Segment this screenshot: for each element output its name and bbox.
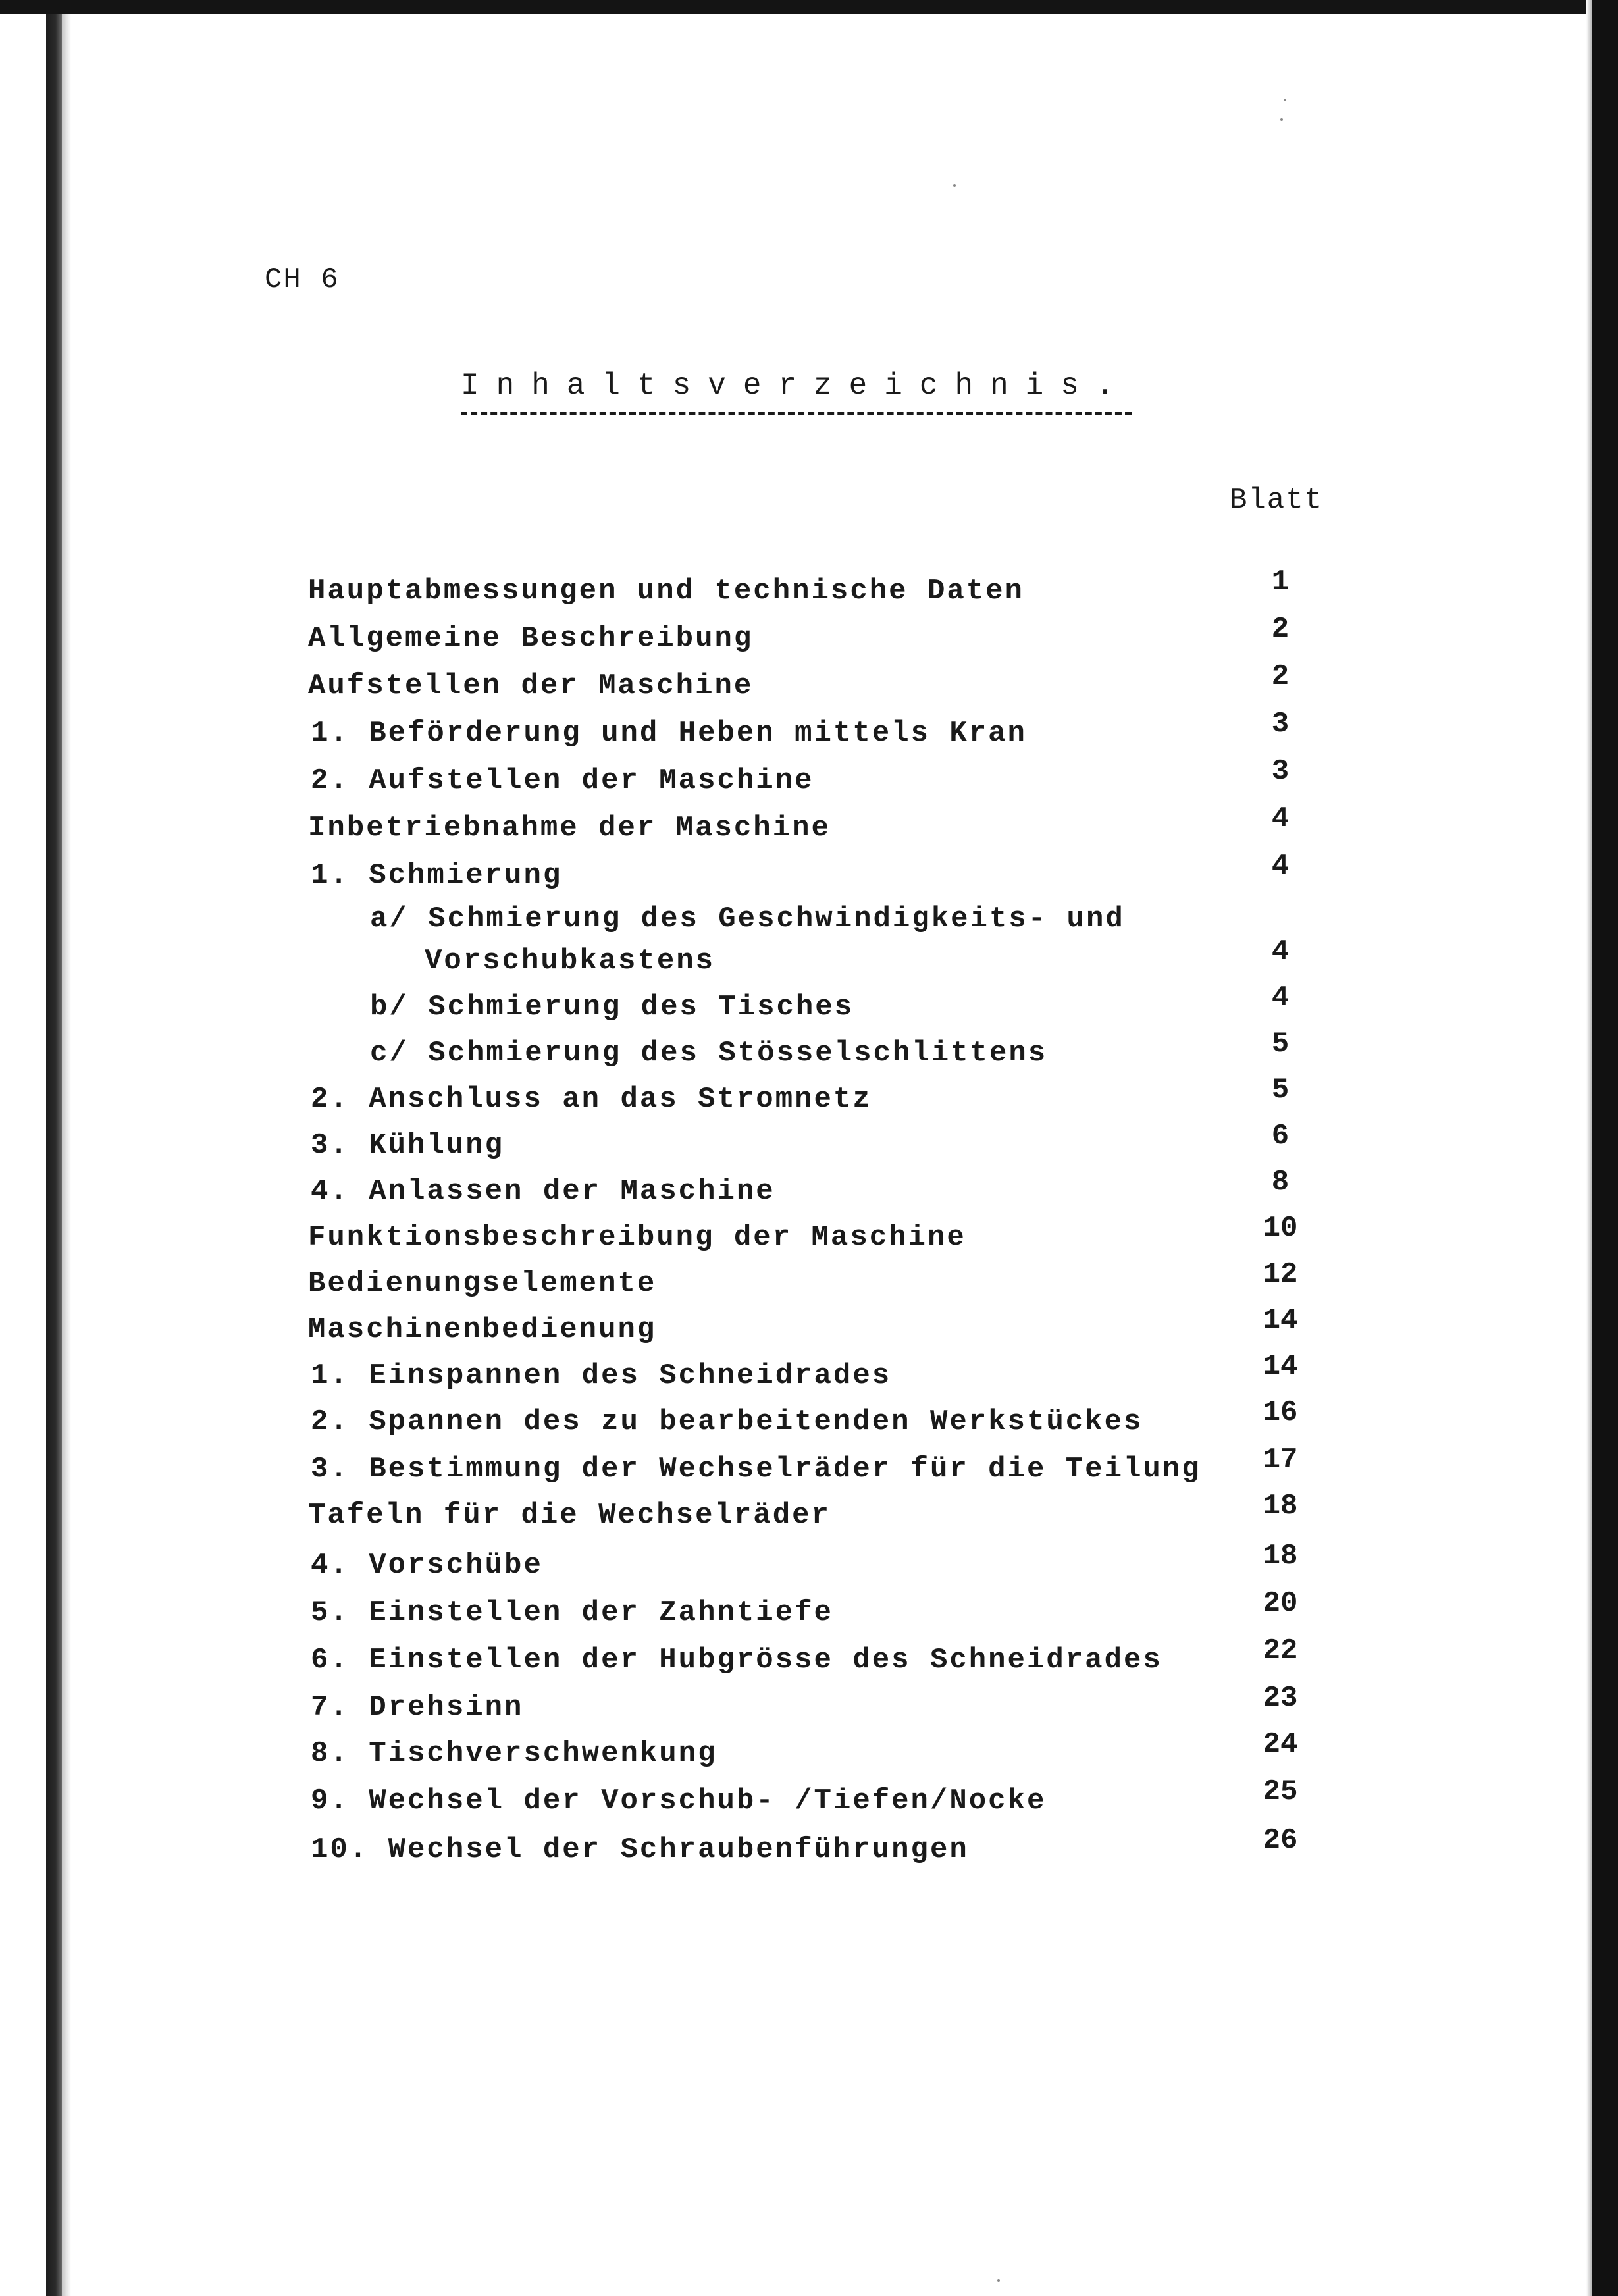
toc-entry [0,1682,1618,1735]
scan-border-top [0,0,1618,14]
toc-entry-title: 2. Anschluss an das Stromnetz [311,1083,872,1116]
toc-entry [0,981,1618,1035]
toc-entry-page: 12 [1263,1258,1298,1291]
toc-entry-page: 26 [1263,1824,1298,1857]
toc-entry-page: 24 [1263,1728,1298,1761]
toc-entry-title: 8. Tischverschwenkung [311,1737,718,1770]
toc-entry [0,1074,1618,1127]
toc-entry-title: Tafeln für die Wechselräder [308,1499,831,1532]
toc-entry-page: 17 [1263,1444,1298,1476]
toc-entry-title: Allgemeine Beschreibung [308,622,754,655]
toc-entry-title: Hauptabmessungen und technische Daten [308,575,1024,608]
toc-entry-title: 3. Kühlung [311,1129,505,1162]
toc-entry-title: 2. Aufstellen der Maschine [311,764,814,797]
toc-entry-page: 8 [1271,1166,1290,1199]
toc-entry-title: Funktionsbeschreibung der Maschine [308,1221,966,1254]
toc-entry [0,1490,1618,1543]
toc-entry [0,1396,1618,1449]
toc-entry [0,1304,1618,1357]
toc-entry-page: 4 [1271,935,1290,968]
toc-entry-title: 6. Einstellen der Hubgrösse des Schneidrades [311,1644,1162,1677]
toc-entry-title: 1. Einspannen des Schneidrades [311,1359,892,1392]
toc-entry-title: 5. Einstellen der Zahntiefe [311,1596,833,1629]
toc-entry [0,1212,1618,1265]
toc-entry [0,1350,1618,1403]
toc-entry-title: 9. Wechsel der Vorschub- /Tiefen/Nocke [311,1785,1047,1817]
toc-entry [0,1634,1618,1688]
toc-entry [0,1120,1618,1173]
toc-entry-page: 3 [1271,755,1290,788]
toc-entry-page: 25 [1263,1775,1298,1808]
page-title: Inhaltsverzeichnis. [461,369,1132,415]
scan-speck [997,2279,1000,2282]
toc-entry-page: 5 [1271,1028,1290,1060]
toc-entry-page: 22 [1263,1634,1298,1667]
toc-entry [0,1587,1618,1640]
toc-entry [0,802,1618,856]
toc-entry-page: 4 [1271,802,1290,835]
toc-entry-page: 2 [1271,613,1290,646]
toc-entry-page: 18 [1263,1490,1298,1523]
toc-entry [0,935,1618,989]
toc-entry [0,708,1618,761]
toc-entry [0,613,1618,666]
toc-entry-page: 3 [1271,708,1290,741]
toc-entry-title: Vorschubkastens [425,945,716,978]
toc-entry-page: 1 [1271,565,1290,598]
toc-entry-title: 3. Bestimmung der Wechselräder für die Teilung [311,1453,1201,1486]
toc-entry [0,755,1618,808]
toc-entry-page: 2 [1271,660,1290,693]
toc-entry-page: 4 [1271,981,1290,1014]
toc-entry [0,1775,1618,1829]
toc-entry [0,660,1618,714]
toc-entry [0,1824,1618,1877]
toc-entry [0,850,1618,903]
toc-entry [0,1728,1618,1781]
toc-entry-page: 14 [1263,1304,1298,1337]
document-code: CH 6 [265,263,340,296]
scan-speck [953,184,956,187]
toc-entry-title: 4. Vorschübe [311,1549,543,1582]
toc-entry-title: 1. Schmierung [311,859,563,892]
toc-entry-title: c/ Schmierung des Stösselschlittens [370,1037,1048,1070]
toc-entry-title: 2. Spannen des zu bearbeitenden Werkstückes [311,1405,1143,1438]
toc-entry [0,900,1618,947]
toc-entry [0,1258,1618,1311]
toc-entry-title: 7. Drehsinn [311,1691,524,1724]
toc-entry [0,1540,1618,1593]
toc-entry-page: 4 [1271,850,1290,883]
toc-entry-page: 10 [1263,1212,1298,1245]
toc-entry-page: 16 [1263,1396,1298,1429]
scan-speck [1280,118,1283,121]
toc-entry-page: 20 [1263,1587,1298,1620]
toc-entry-title: Bedienungselemente [308,1267,657,1300]
toc-entry-page: 14 [1263,1350,1298,1383]
toc-entry-title: Aufstellen der Maschine [308,669,754,702]
toc-entry-title: 1. Beförderung und Heben mittels Kran [311,717,1027,750]
toc-entry [0,1166,1618,1219]
toc-entry-title: Maschinenbedienung [308,1313,657,1346]
toc-entry-title: Inbetriebnahme der Maschine [308,812,831,845]
scan-speck [1284,99,1286,101]
toc-entry-title: 4. Anlassen der Maschine [311,1175,775,1208]
toc-entry-title: a/ Schmierung des Geschwindigkeits- und [370,902,1125,935]
toc-entry [0,1028,1618,1081]
toc-entry [0,1444,1618,1497]
page-column-label: Blatt [1230,484,1324,517]
toc-entry-page: 6 [1271,1120,1290,1153]
toc-entry-page: 18 [1263,1540,1298,1573]
toc-entry-page: 5 [1271,1074,1290,1107]
toc-entry-page: 23 [1263,1682,1298,1715]
toc-entry-title: b/ Schmierung des Tisches [370,991,854,1024]
toc-entry-title: 10. Wechsel der Schraubenführungen [311,1833,969,1866]
toc-entry [0,565,1618,619]
